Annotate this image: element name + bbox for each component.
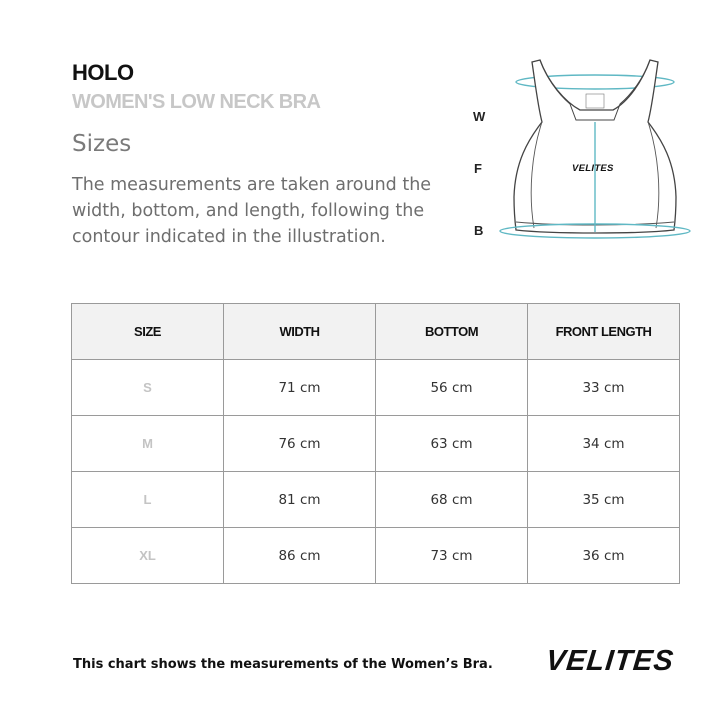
bra-outline-drawing [470, 52, 700, 252]
header-width: WIDTH [224, 304, 376, 360]
measurement-description: The measurements are taken around the width, bottom, and length, following the contour indicated in the illustration. [72, 175, 432, 247]
bottom-cell: 73 cm [376, 528, 528, 584]
bottom-cell: 63 cm [376, 416, 528, 472]
front-length-cell: 33 cm [528, 360, 680, 416]
size-cell: XL [72, 528, 224, 584]
bra-illustration [470, 52, 700, 252]
front-length-cell: 36 cm [528, 528, 680, 584]
table-row [72, 360, 680, 416]
width-cell: 81 cm [224, 472, 376, 528]
table-header-row [72, 304, 680, 360]
bottom-label: B [474, 223, 484, 238]
garment-brand-print: VELITES [572, 163, 614, 174]
product-title: HOLO [72, 60, 134, 85]
size-table [71, 303, 680, 584]
footer-note: This chart shows the measurements of the Women’s Bra. [73, 657, 493, 672]
header-front-length: FRONT LENGTH [528, 304, 680, 360]
table-row [72, 472, 680, 528]
table-row [72, 416, 680, 472]
table-row [72, 528, 680, 584]
bottom-cell: 56 cm [376, 360, 528, 416]
brand-logo: VELITES [544, 645, 676, 677]
front-label: F [474, 161, 482, 176]
front-length-cell: 34 cm [528, 416, 680, 472]
sizes-heading: Sizes [72, 131, 132, 157]
bottom-cell: 68 cm [376, 472, 528, 528]
width-cell: 76 cm [224, 416, 376, 472]
front-length-cell: 35 cm [528, 472, 680, 528]
width-cell: 71 cm [224, 360, 376, 416]
size-table-container [71, 303, 680, 583]
header-size: SIZE [72, 304, 224, 360]
size-cell: L [72, 472, 224, 528]
size-cell: M [72, 416, 224, 472]
product-subtitle: WOMEN'S LOW NECK BRA [72, 91, 321, 113]
size-cell: S [72, 360, 224, 416]
width-label: W [473, 109, 486, 124]
width-cell: 86 cm [224, 528, 376, 584]
header-bottom: BOTTOM [376, 304, 528, 360]
